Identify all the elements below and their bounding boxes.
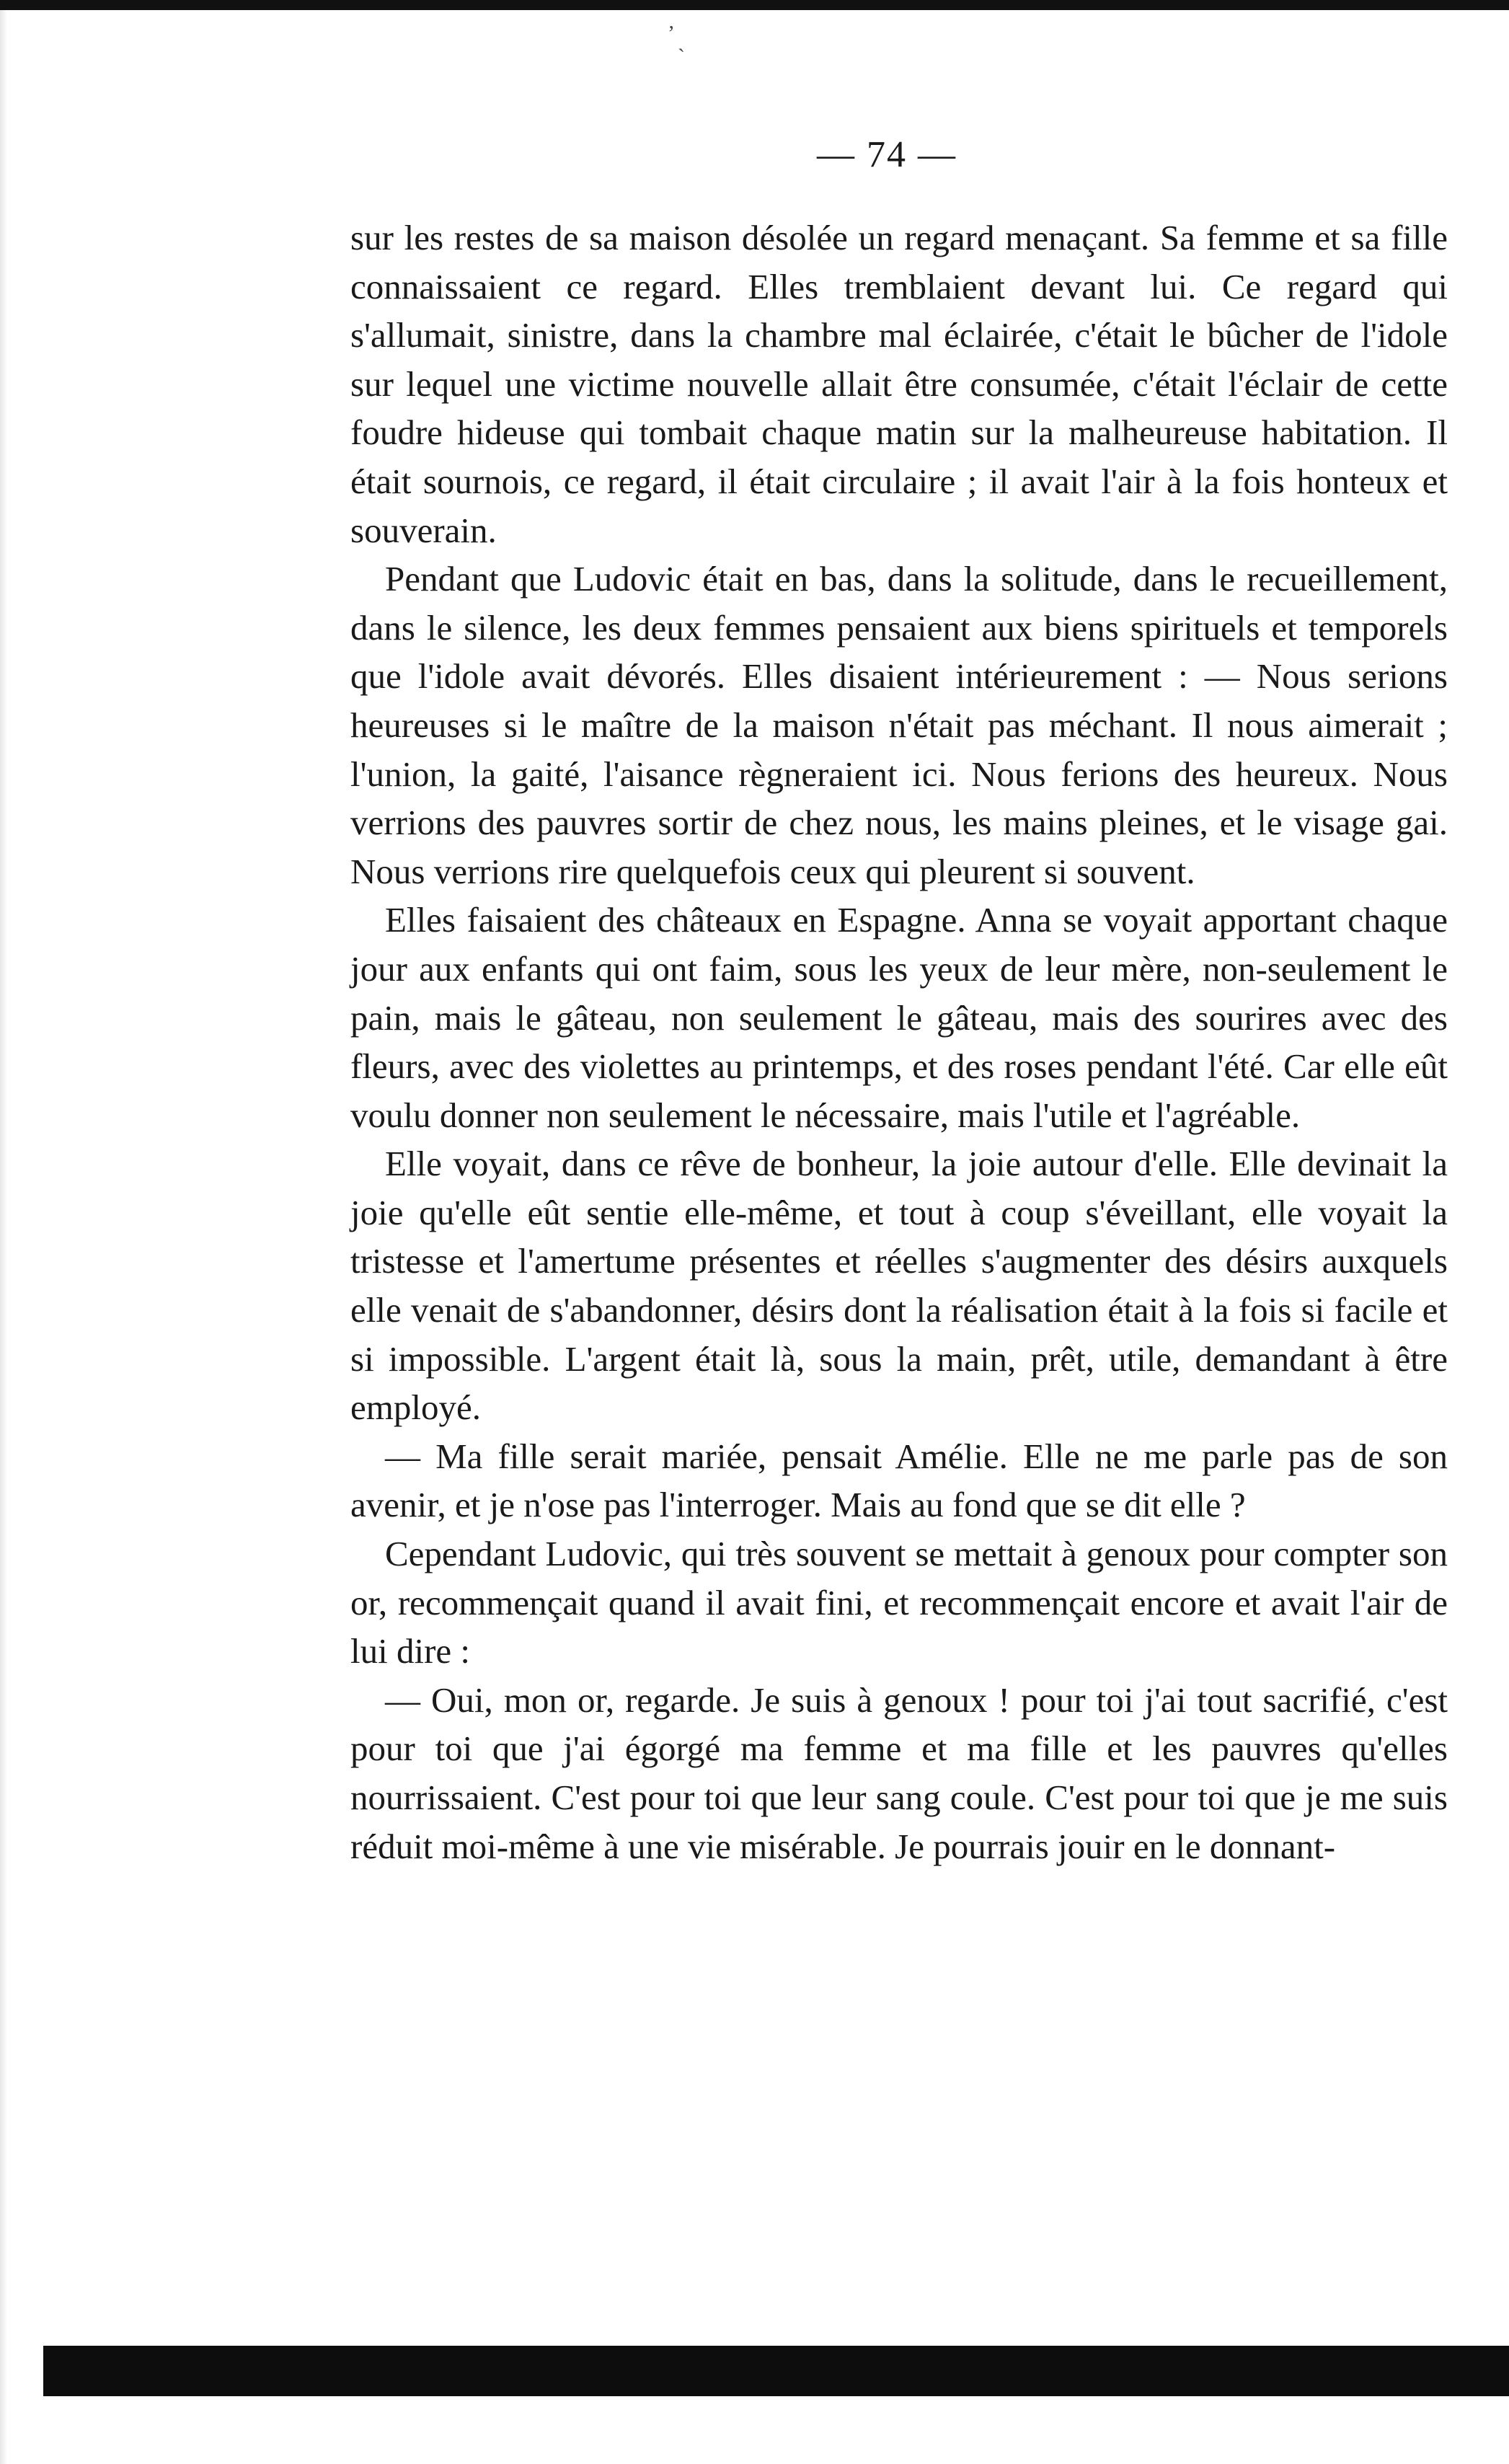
scan-mark: ˋ <box>678 45 685 69</box>
paragraph: Cependant Ludovic, qui très souvent se mettait à genoux pour compter son or, recommençait quand il avait fini, et recommençait encore et avait l'air de lui dire : <box>350 1534 1448 1672</box>
page-number: — 74 — <box>817 134 957 175</box>
page-body <box>350 213 1448 1871</box>
paragraph: Elles faisaient des châteaux en Espagne. Anna se voyait apportant chaque jour aux enfants qui ont faim, sous les yeux de leur mère, non-seulement le pain, mais le gâteau, non seulement le gâteau, mais des sourires avec des fleurs, avec des violettes au printemps, et des roses pendant l'été. Car elle eût voulu donner non seulement le nécessaire, mais l'utile et l'agréable. <box>350 900 1448 1135</box>
paragraph: Pendant que Ludovic était en bas, dans la solitude, dans le recueillement, dans le silence, les deux femmes pensaient aux biens spirituels et temporels que l'idole avait dévorés. Elles disaient intérieurement : — Nous serions heureuses si le maître de la maison n'était pas méchant. Il nous aimerait ; l'union, la gaité, l'aisance règneraient ici. Nous ferions des heureux. Nous verrions des pauvres sortir de chez nous, les mains pleines, et le visage gai. Nous verrions rire quelquefois ceux qui pleurent si souvent. <box>350 559 1448 891</box>
bottom-border <box>43 2346 1509 2396</box>
paragraph: sur les restes de sa maison désolée un regard menaçant. Sa femme et sa fille connaissaient ce regard. Elles tremblaient devant lui. Ce regard qui s'allumait, sinistre, dans la chambre mal éclairée, c'était le bûcher de l'idole sur lequel une victime nouvelle allait être consumée, c'était l'éclair de cette foudre hideuse qui tombait chaque matin sur la malheureuse habitation. Il était sournois, ce regard, il était circulaire ; il avait l'air à la fois honteux et souverain. <box>350 218 1448 550</box>
paragraph: — Ma fille serait mariée, pensait Amélie. Elle ne me parle pas de son avenir, et je n'ose pas l'interroger. Mais au fond que se dit elle ? <box>350 1436 1448 1525</box>
scan-mark: ʼ <box>668 22 675 45</box>
paragraph: Elle voyait, dans ce rêve de bonheur, la joie autour d'elle. Elle devinait la joie qu'elle eût sentie elle-même, et tout à coup s'éveillant, elle voyait la tristesse et l'amertume présentes et réelles s'augmenter des désirs auxquels elle venait de s'abandonner, désirs dont la réalisation était à la fois si facile et si impossible. L'argent était là, sous la main, prêt, utile, demandant à être employé. <box>350 1144 1448 1428</box>
top-border <box>0 0 1509 10</box>
page-left-edge <box>0 0 7 2464</box>
paragraph: — Oui, mon or, regarde. Je suis à genoux ! pour toi j'ai tout sacrifié, c'est pour toi que j'ai égorgé ma femme et ma fille et les pauvres qu'elles nourrissaient. C'est pour toi que leur sang coule. C'est pour toi que je me suis réduit moi-même à une vie misérable. Je pourrais jouir en le donnant- <box>350 1679 1448 1866</box>
